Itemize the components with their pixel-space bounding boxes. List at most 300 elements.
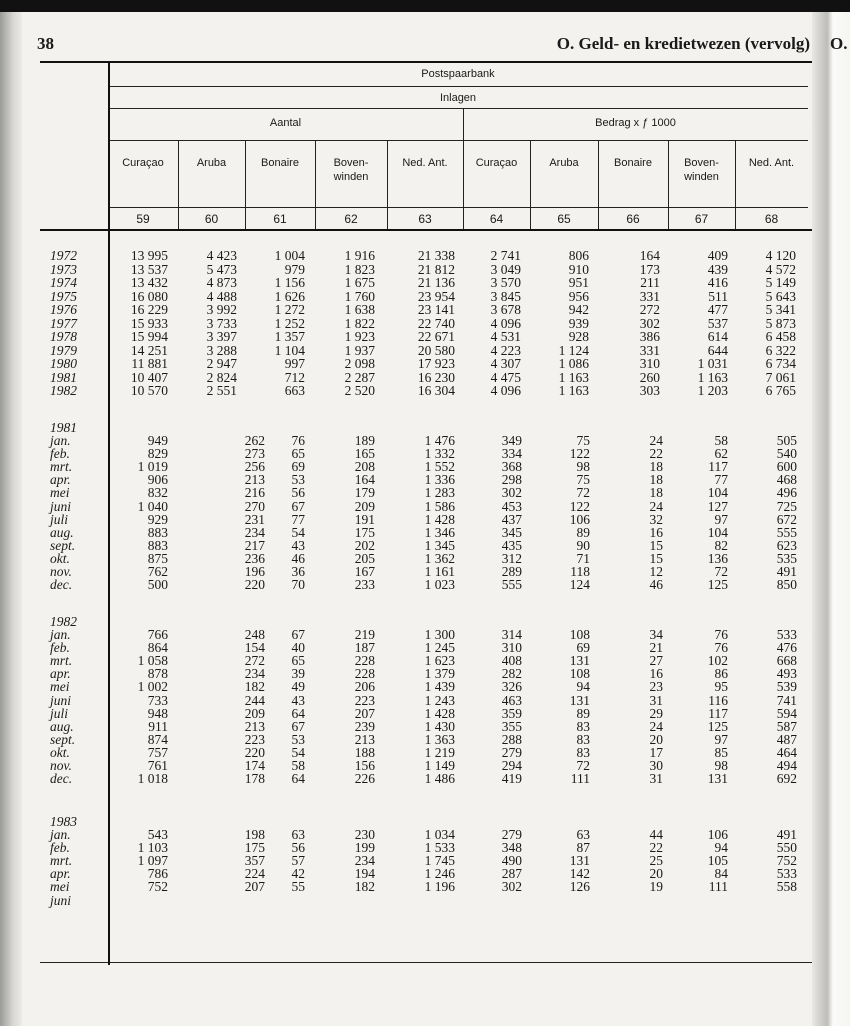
table-cell: 5 341 xyxy=(765,302,796,317)
table-top-rule xyxy=(40,61,812,63)
table-cell: 672 xyxy=(776,511,797,527)
table-cell: 34 xyxy=(649,627,663,642)
table-cell: 106 xyxy=(707,827,728,842)
table-cell: 491 xyxy=(776,564,797,579)
table-cell: 806 xyxy=(568,248,589,263)
column-header: Bonaire xyxy=(614,157,652,169)
table-cell: 1 937 xyxy=(344,342,375,358)
table-cell: 535 xyxy=(776,550,797,566)
table-cell: 15 933 xyxy=(130,315,168,331)
table-cell: 228 xyxy=(354,653,375,669)
table-cell: 31 xyxy=(649,771,663,787)
row-label: 1981 xyxy=(50,369,77,385)
table-cell: 359 xyxy=(501,705,522,721)
table-cell: 550 xyxy=(776,840,797,856)
column-header: Curaçao xyxy=(122,157,164,169)
table-cell: 272 xyxy=(639,302,660,317)
table-cell: 832 xyxy=(147,485,168,501)
table-cell: 1 823 xyxy=(344,261,375,277)
table-cell: 1 156 xyxy=(274,275,305,290)
table-cell: 644 xyxy=(707,342,728,358)
row-label: juli xyxy=(50,511,69,527)
table-cell: 118 xyxy=(570,564,590,579)
table-cell: 712 xyxy=(284,369,305,385)
table-cell: 6 734 xyxy=(765,356,796,371)
table-cell: 14 251 xyxy=(130,342,168,358)
table-cell: 43 xyxy=(291,692,305,708)
scan-top-edge xyxy=(0,0,850,12)
table-cell: 1 034 xyxy=(424,827,455,842)
table-cell: 75 xyxy=(576,472,590,488)
table-cell: 357 xyxy=(244,853,265,869)
column-header: Bonaire xyxy=(261,157,299,169)
row-label: sept. xyxy=(50,731,76,747)
row-label: mei xyxy=(50,679,70,695)
table-cell: 416 xyxy=(707,275,728,290)
table-cell: 76 xyxy=(291,433,305,448)
table-cell: 348 xyxy=(501,840,522,856)
table-cell: 23 xyxy=(649,679,663,695)
table-cell: 1 104 xyxy=(274,342,305,358)
row-label: 1972 xyxy=(50,248,77,263)
table-cell: 191 xyxy=(354,511,375,527)
table-cell: 331 xyxy=(639,342,660,358)
table-cell: 496 xyxy=(776,485,797,501)
table-cell: 13 995 xyxy=(130,248,168,263)
table-cell: 949 xyxy=(147,433,168,448)
table-cell: 1 023 xyxy=(424,577,455,593)
table-cell: 2 947 xyxy=(206,356,237,371)
table-cell: 929 xyxy=(147,511,168,527)
table-cell: 368 xyxy=(501,459,522,475)
table-cell: 741 xyxy=(776,692,797,708)
table-cell: 752 xyxy=(147,879,168,895)
table-cell: 125 xyxy=(707,577,728,593)
row-label: aug. xyxy=(50,718,74,734)
table-cell: 587 xyxy=(776,718,797,734)
table-cell: 3 733 xyxy=(206,315,237,331)
table-cell: 1 246 xyxy=(424,866,455,882)
row-label: mei xyxy=(50,879,70,895)
table-cell: 21 338 xyxy=(417,248,455,263)
table-cell: 1 163 xyxy=(697,369,728,385)
table-cell: 97 xyxy=(714,731,728,747)
table-cell: 164 xyxy=(354,472,375,488)
table-cell: 1 163 xyxy=(558,369,589,385)
table-cell: 22 671 xyxy=(417,329,455,344)
table-cell: 1 004 xyxy=(274,248,305,263)
column-number: 61 xyxy=(273,212,287,226)
table-cell: 22 xyxy=(649,840,663,856)
row-label: 1975 xyxy=(50,288,77,304)
table-cell: 20 xyxy=(649,731,663,747)
table-cell: 3 992 xyxy=(206,302,237,317)
table-cell: 94 xyxy=(576,679,590,695)
table-cell: 4 223 xyxy=(490,342,521,358)
table-cell: 53 xyxy=(291,472,305,488)
table-cell: 543 xyxy=(147,827,168,842)
table-cell: 287 xyxy=(501,866,522,882)
table-cell: 262 xyxy=(244,433,265,448)
table-cell: 4 096 xyxy=(490,383,521,398)
table-cell: 288 xyxy=(501,731,522,747)
table-cell: 419 xyxy=(501,771,522,787)
table-cell: 142 xyxy=(569,866,590,882)
table-cell: 979 xyxy=(284,261,305,277)
column-header: Ned. Ant. xyxy=(402,157,448,169)
table-cell: 20 580 xyxy=(417,342,455,358)
table-cell: 90 xyxy=(576,537,590,553)
table-cell: 910 xyxy=(568,261,589,277)
table-cell: 27 xyxy=(649,653,663,669)
table-cell: 1 357 xyxy=(274,329,305,344)
table-cell: 15 xyxy=(649,550,663,566)
table-cell: 437 xyxy=(501,511,522,527)
table-cell: 17 923 xyxy=(417,356,455,371)
table-cell: 196 xyxy=(244,564,265,579)
table-cell: 1 623 xyxy=(424,653,455,669)
column-number: 64 xyxy=(489,212,504,226)
table-cell: 294 xyxy=(501,758,522,773)
table-cell: 65 xyxy=(291,446,305,462)
table-cell: 4 873 xyxy=(206,275,237,290)
table-cell: 21 xyxy=(649,640,663,656)
table-cell: 234 xyxy=(354,853,375,869)
table-cell: 883 xyxy=(147,524,168,540)
table-cell: 10 407 xyxy=(130,369,168,385)
table-cell: 208 xyxy=(354,459,375,475)
row-label: feb. xyxy=(50,640,70,656)
table-cell: 199 xyxy=(354,840,375,856)
table-cell: 125 xyxy=(707,718,728,734)
table-cell: 310 xyxy=(501,640,522,656)
table-cell: 31 xyxy=(649,692,663,708)
table-cell: 733 xyxy=(147,692,168,708)
table-cell: 108 xyxy=(569,627,590,642)
table-cell: 1 252 xyxy=(274,315,305,331)
table-cell: 1 300 xyxy=(424,627,455,642)
table-cell: 1 638 xyxy=(344,302,375,317)
table-cell: 11 881 xyxy=(131,356,168,371)
column-number: 59 xyxy=(136,212,150,226)
table-cell: 175 xyxy=(244,840,265,856)
table-cell: 1 439 xyxy=(424,679,455,695)
table-cell: 464 xyxy=(776,744,797,760)
table-cell: 334 xyxy=(501,446,522,462)
table-cell: 1 272 xyxy=(274,302,305,317)
table-cell: 43 xyxy=(291,537,305,553)
table-cell: 1 916 xyxy=(344,248,375,263)
table-cell: 175 xyxy=(354,524,375,540)
row-label: mrt. xyxy=(50,653,73,669)
row-label: apr. xyxy=(50,666,71,682)
table-cell: 2 520 xyxy=(344,383,375,398)
table-cell: 179 xyxy=(354,485,375,501)
table-cell: 174 xyxy=(244,758,265,773)
table-cell: 3 049 xyxy=(490,261,521,277)
table-cell: 127 xyxy=(707,498,728,514)
rule xyxy=(108,140,808,141)
table-cell: 62 xyxy=(714,446,728,462)
table-cell: 555 xyxy=(776,524,797,540)
table-cell: 951 xyxy=(568,275,589,290)
table-cell: 878 xyxy=(147,666,168,682)
table-cell: 558 xyxy=(776,879,797,895)
table-cell: 256 xyxy=(244,459,265,475)
table-cell: 82 xyxy=(714,537,728,553)
table-cell: 1 923 xyxy=(344,329,375,344)
table-cell: 883 xyxy=(147,537,168,553)
table-cell: 5 873 xyxy=(765,315,796,331)
table-cell: 76 xyxy=(714,627,728,642)
table-cell: 55 xyxy=(291,879,305,895)
table-cell: 16 xyxy=(649,666,663,682)
table-cell: 57 xyxy=(291,853,305,869)
table-cell: 1 161 xyxy=(424,564,455,579)
table-cell: 64 xyxy=(291,705,305,721)
table-cell: 15 994 xyxy=(130,329,168,344)
table-cell: 4 423 xyxy=(206,248,237,263)
table-cell: 76 xyxy=(714,640,728,656)
table-cell: 23 141 xyxy=(417,302,455,317)
row-label: juni xyxy=(50,498,72,514)
row-label: apr. xyxy=(50,866,71,882)
table-cell: 500 xyxy=(147,577,168,593)
row-label: 1974 xyxy=(50,275,77,290)
table-cell: 97 xyxy=(714,511,728,527)
table-cell: 108 xyxy=(569,666,590,682)
table-cell: 53 xyxy=(291,731,305,747)
table-cell: 1 346 xyxy=(424,524,455,540)
table-cell: 2 551 xyxy=(206,383,237,398)
table-cell: 5 643 xyxy=(765,288,796,304)
table-cell: 1 586 xyxy=(424,498,455,514)
table-cell: 131 xyxy=(569,692,590,708)
page-number: 38 xyxy=(37,34,54,53)
table-cell: 303 xyxy=(639,383,660,398)
table-cell: 154 xyxy=(244,640,265,656)
table-cell: 223 xyxy=(354,692,375,708)
table-cell: 105 xyxy=(707,853,728,869)
table-cell: 1 428 xyxy=(424,705,455,721)
table-cell: 85 xyxy=(714,744,728,760)
table-bottom-rule xyxy=(40,962,812,963)
table-cell: 104 xyxy=(707,485,728,501)
table-cell: 1 760 xyxy=(344,288,375,304)
table-cell: 19 xyxy=(649,879,663,895)
header-bedrag: Bedrag x ƒ 1000 xyxy=(595,117,676,129)
table-cell: 13 537 xyxy=(130,261,168,277)
table-cell: 223 xyxy=(244,731,265,747)
table-cell: 239 xyxy=(354,718,375,734)
row-label: mrt. xyxy=(50,459,73,475)
row-label: dec. xyxy=(50,771,73,787)
table-cell: 16 080 xyxy=(130,288,168,304)
table-cell: 75 xyxy=(576,433,590,448)
table-cell: 217 xyxy=(244,537,265,553)
table-cell: 23 954 xyxy=(417,288,455,304)
column-header: Boven- winden xyxy=(684,157,719,183)
table-cell: 42 xyxy=(291,866,305,882)
table-cell: 63 xyxy=(291,827,305,842)
table-cell: 289 xyxy=(501,564,522,579)
table-cell: 131 xyxy=(707,771,728,787)
column-header: Ned. Ant. xyxy=(748,157,795,169)
table-cell: 302 xyxy=(501,879,522,895)
table-cell: 56 xyxy=(291,840,305,856)
table-cell: 279 xyxy=(501,827,522,842)
table-cell: 314 xyxy=(501,627,522,642)
table-cell: 83 xyxy=(576,718,590,734)
table-cell: 22 xyxy=(649,446,663,462)
table-cell: 3 678 xyxy=(490,302,521,317)
table-cell: 1 103 xyxy=(137,840,168,856)
table-cell: 94 xyxy=(714,840,728,856)
row-label: 1980 xyxy=(50,356,77,371)
table-cell: 298 xyxy=(501,472,522,488)
table-cell: 435 xyxy=(501,537,522,553)
table-cell: 63 xyxy=(576,827,590,842)
table-cell: 997 xyxy=(284,356,305,371)
row-label: juni xyxy=(50,692,72,708)
table-cell: 67 xyxy=(291,718,305,734)
table-cell: 1 149 xyxy=(424,758,455,773)
table-cell: 10 570 xyxy=(130,383,168,398)
table-cell: 663 xyxy=(284,383,305,398)
table-cell: 98 xyxy=(714,758,728,773)
table-cell: 233 xyxy=(354,577,375,593)
table-cell: 829 xyxy=(147,446,168,462)
table-cell: 490 xyxy=(501,853,522,869)
table-cell: 1 675 xyxy=(344,275,375,290)
table-cell: 18 xyxy=(649,485,663,501)
table-cell: 614 xyxy=(707,329,728,344)
row-label: 1977 xyxy=(50,315,77,331)
table-cell: 16 304 xyxy=(417,383,455,398)
table-cell: 117 xyxy=(708,705,728,721)
row-label: apr. xyxy=(50,472,71,488)
table-cell: 54 xyxy=(291,744,305,760)
table-cell: 349 xyxy=(501,433,522,448)
table-cell: 67 xyxy=(291,627,305,642)
table-cell: 58 xyxy=(291,758,305,773)
table-cell: 1 486 xyxy=(424,771,455,787)
table-cell: 182 xyxy=(354,879,375,895)
table-cell: 16 230 xyxy=(417,369,455,385)
table-cell: 491 xyxy=(776,827,797,842)
table-cell: 537 xyxy=(707,315,728,331)
table-cell: 25 xyxy=(649,853,663,869)
table-cell: 224 xyxy=(244,866,265,882)
table-cell: 206 xyxy=(354,679,375,695)
table-cell: 493 xyxy=(776,666,797,682)
table-cell: 911 xyxy=(148,718,168,734)
row-label: jan. xyxy=(50,433,71,448)
table-cell: 220 xyxy=(244,744,265,760)
table-cell: 279 xyxy=(501,744,522,760)
table-cell: 58 xyxy=(714,433,728,448)
table-cell: 18 xyxy=(649,459,663,475)
table-cell: 302 xyxy=(639,315,660,331)
table-cell: 116 xyxy=(708,692,728,708)
table-cell: 16 xyxy=(649,524,663,540)
rule xyxy=(108,108,808,109)
table-cell: 463 xyxy=(501,692,522,708)
year-heading: 1981 xyxy=(50,420,77,435)
table-cell: 15 xyxy=(649,537,663,553)
table-cell: 1 058 xyxy=(137,653,168,669)
year-heading: 1983 xyxy=(50,814,77,829)
table-cell: 956 xyxy=(568,288,589,304)
table-cell: 72 xyxy=(576,758,590,773)
table-cell: 211 xyxy=(640,275,660,290)
rule xyxy=(108,207,808,208)
header-aantal: Aantal xyxy=(269,117,302,129)
table-cell: 84 xyxy=(714,866,728,882)
table-cell: 6 765 xyxy=(765,383,796,398)
table-cell: 345 xyxy=(501,524,522,540)
table-cell: 228 xyxy=(354,666,375,682)
table-cell: 1 245 xyxy=(424,640,455,656)
table-cell: 16 229 xyxy=(130,302,168,317)
table-cell: 762 xyxy=(147,564,168,579)
table-cell: 302 xyxy=(501,485,522,501)
table-cell: 21 136 xyxy=(417,275,455,290)
row-label: 1979 xyxy=(50,342,77,358)
table-cell: 86 xyxy=(714,666,728,682)
table-cell: 948 xyxy=(147,705,168,721)
table-cell: 1 336 xyxy=(424,472,455,488)
row-label: mrt. xyxy=(50,853,73,869)
table-cell: 117 xyxy=(708,459,728,475)
table-cell: 65 xyxy=(291,653,305,669)
table-cell: 594 xyxy=(776,705,797,721)
table-cell: 4 307 xyxy=(490,356,521,371)
table-cell: 487 xyxy=(776,731,797,747)
table-cell: 3 845 xyxy=(490,288,521,304)
table-cell: 207 xyxy=(354,705,375,721)
table-cell: 408 xyxy=(501,653,522,669)
row-label: sept. xyxy=(50,537,76,553)
table-cell: 1 018 xyxy=(137,771,168,787)
table-cell: 234 xyxy=(244,666,265,682)
table-cell: 12 xyxy=(649,564,663,579)
table-cell: 21 812 xyxy=(417,261,455,277)
table-cell: 1 345 xyxy=(424,537,455,553)
table-cell: 409 xyxy=(707,248,728,263)
table-cell: 725 xyxy=(776,498,797,514)
row-label: dec. xyxy=(50,577,73,593)
section-title: O. Geld- en kredietwezen (vervolg) xyxy=(556,34,810,53)
table-cell: 188 xyxy=(354,744,375,760)
table-cell: 54 xyxy=(291,524,305,540)
row-label: 1973 xyxy=(50,261,77,277)
table-cell: 1 363 xyxy=(424,731,455,747)
table-cell: 69 xyxy=(291,459,305,475)
table-cell: 942 xyxy=(568,302,589,317)
table-cell: 209 xyxy=(354,498,375,514)
table-cell: 213 xyxy=(354,731,375,747)
table-cell: 13 432 xyxy=(130,275,168,290)
table-cell: 98 xyxy=(576,459,590,475)
table-cell: 4 096 xyxy=(490,315,521,331)
header-inlagen: Inlagen xyxy=(439,92,477,104)
row-label: nov. xyxy=(50,564,72,579)
table-cell: 540 xyxy=(776,446,797,462)
row-label: mei xyxy=(50,485,70,501)
table-cell: 234 xyxy=(244,524,265,540)
row-label: jan. xyxy=(50,627,71,642)
